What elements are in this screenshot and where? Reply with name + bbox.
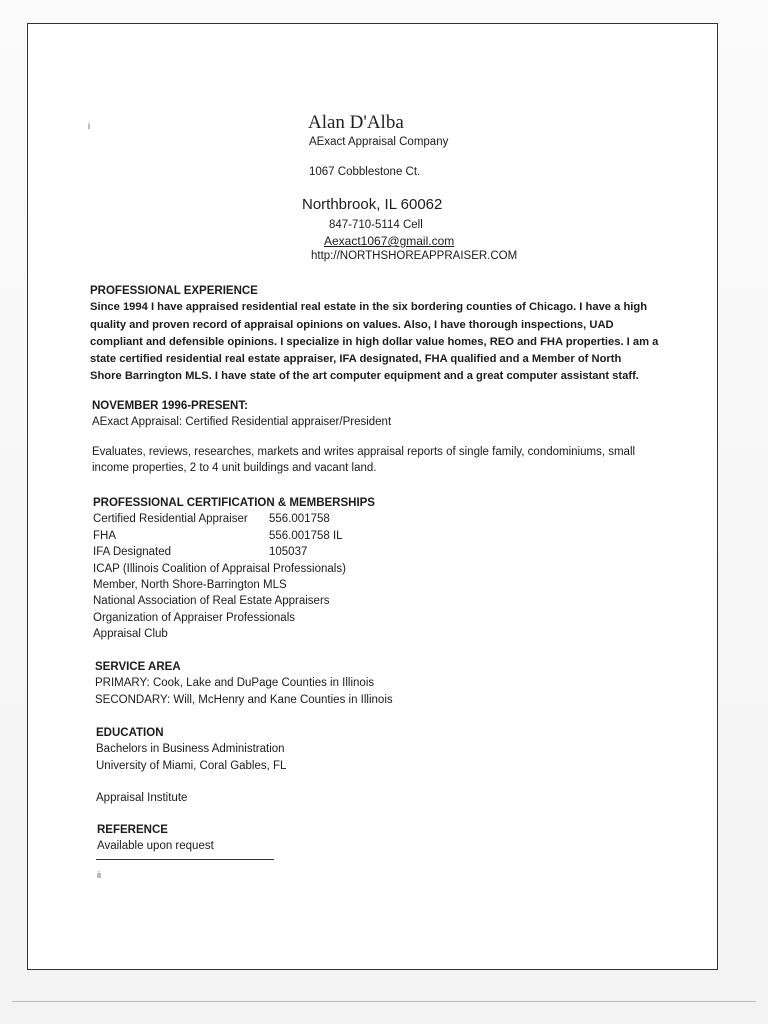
membership-item: National Association of Real Estate Appraisers	[93, 595, 330, 608]
membership-item: ICAP (Illinois Coalition of Appraisal Professionals)	[93, 562, 346, 575]
experience-line: state certified residential real estate appraiser, IFA designated, FHA qualified and a Member of North	[90, 353, 622, 366]
experience-line: quality and proven record of appraisal opinions on values. Also, I have thorough inspections, UAD	[90, 318, 614, 331]
position-title: AExact Appraisal: Certified Residential appraiser/President	[92, 416, 392, 429]
reference-section	[97, 822, 214, 855]
reference-heading: REFERENCE	[97, 824, 168, 836]
membership-item: Member, North Shore-Barrington MLS	[93, 579, 287, 592]
cert-label: IFA Designated	[93, 546, 171, 559]
scan-edge-line	[12, 1001, 756, 1002]
position-heading: NOVEMBER 1996-PRESENT:	[92, 400, 248, 412]
applicant-name: Alan D'Alba	[308, 112, 404, 133]
cert-row	[93, 544, 375, 560]
education-school: University of Miami, Coral Gables, FL	[96, 759, 287, 772]
education-degree: Bachelors in Business Administration	[96, 743, 285, 756]
membership-item: Organization of Appraiser Professionals	[93, 611, 295, 624]
experience-paragraph	[90, 299, 665, 385]
experience-line: compliant and defensible opinions. I specialize in high dollar value homes, REO and FHA properties. I am a	[90, 335, 659, 348]
certifications-section	[93, 495, 375, 643]
stray-mark-bottom: ii	[97, 870, 101, 880]
signature-line	[96, 859, 274, 860]
cert-row	[93, 511, 375, 527]
experience-heading: PROFESSIONAL EXPERIENCE	[90, 285, 258, 297]
street-address: 1067 Cobblestone Ct.	[309, 166, 421, 178]
education-heading: EDUCATION	[96, 727, 164, 739]
cert-label: Certified Residential Appraiser	[93, 513, 248, 526]
service-area-primary: PRIMARY: Cook, Lake and DuPage Counties in Illinois	[95, 677, 375, 690]
phone-number: 847-710-5114 Cell	[329, 219, 423, 231]
duties-line: income properties, 2 to 4 unit buildings and vacant land.	[92, 462, 377, 475]
duties-section	[92, 444, 635, 477]
cert-number: 105037	[269, 546, 308, 559]
experience-section	[90, 283, 665, 385]
company-name: AExact Appraisal Company	[309, 136, 449, 148]
cert-label: FHA	[93, 529, 116, 542]
education-section	[96, 725, 286, 774]
reference-text: Available upon request	[97, 840, 214, 853]
city-state-zip: Northbrook, IL 60062	[302, 196, 443, 213]
education-other: Appraisal Institute	[96, 792, 188, 804]
cert-number: 556.001758	[269, 513, 330, 526]
email-link[interactable]: Aexact1067@gmail.com	[324, 234, 455, 248]
membership-item: Appraisal Club	[93, 628, 168, 641]
service-area-secondary: SECONDARY: Will, McHenry and Kane Counties in Illinois	[95, 693, 393, 706]
experience-line: Since 1994 I have appraised residential real estate in the six bordering counties of Chicago. I have a high	[90, 301, 648, 314]
position-section	[92, 398, 391, 431]
service-area-section	[95, 659, 393, 708]
cert-row	[93, 528, 375, 544]
duties-line: Evaluates, reviews, researches, markets and writes appraisal reports of single family, condominiums, small	[92, 446, 636, 458]
certifications-heading: PROFESSIONAL CERTIFICATION & MEMBERSHIPS	[93, 497, 375, 509]
website-link[interactable]: http://NORTHSHOREAPPRAISER.COM	[311, 250, 518, 262]
cert-number: 556.001758 IL	[269, 529, 343, 542]
stray-mark-top: i	[88, 121, 90, 131]
experience-line: Shore Barrington MLS. I have state of the art computer equipment and a great computer assistant staff.	[90, 370, 639, 383]
service-area-heading: SERVICE AREA	[95, 661, 181, 673]
